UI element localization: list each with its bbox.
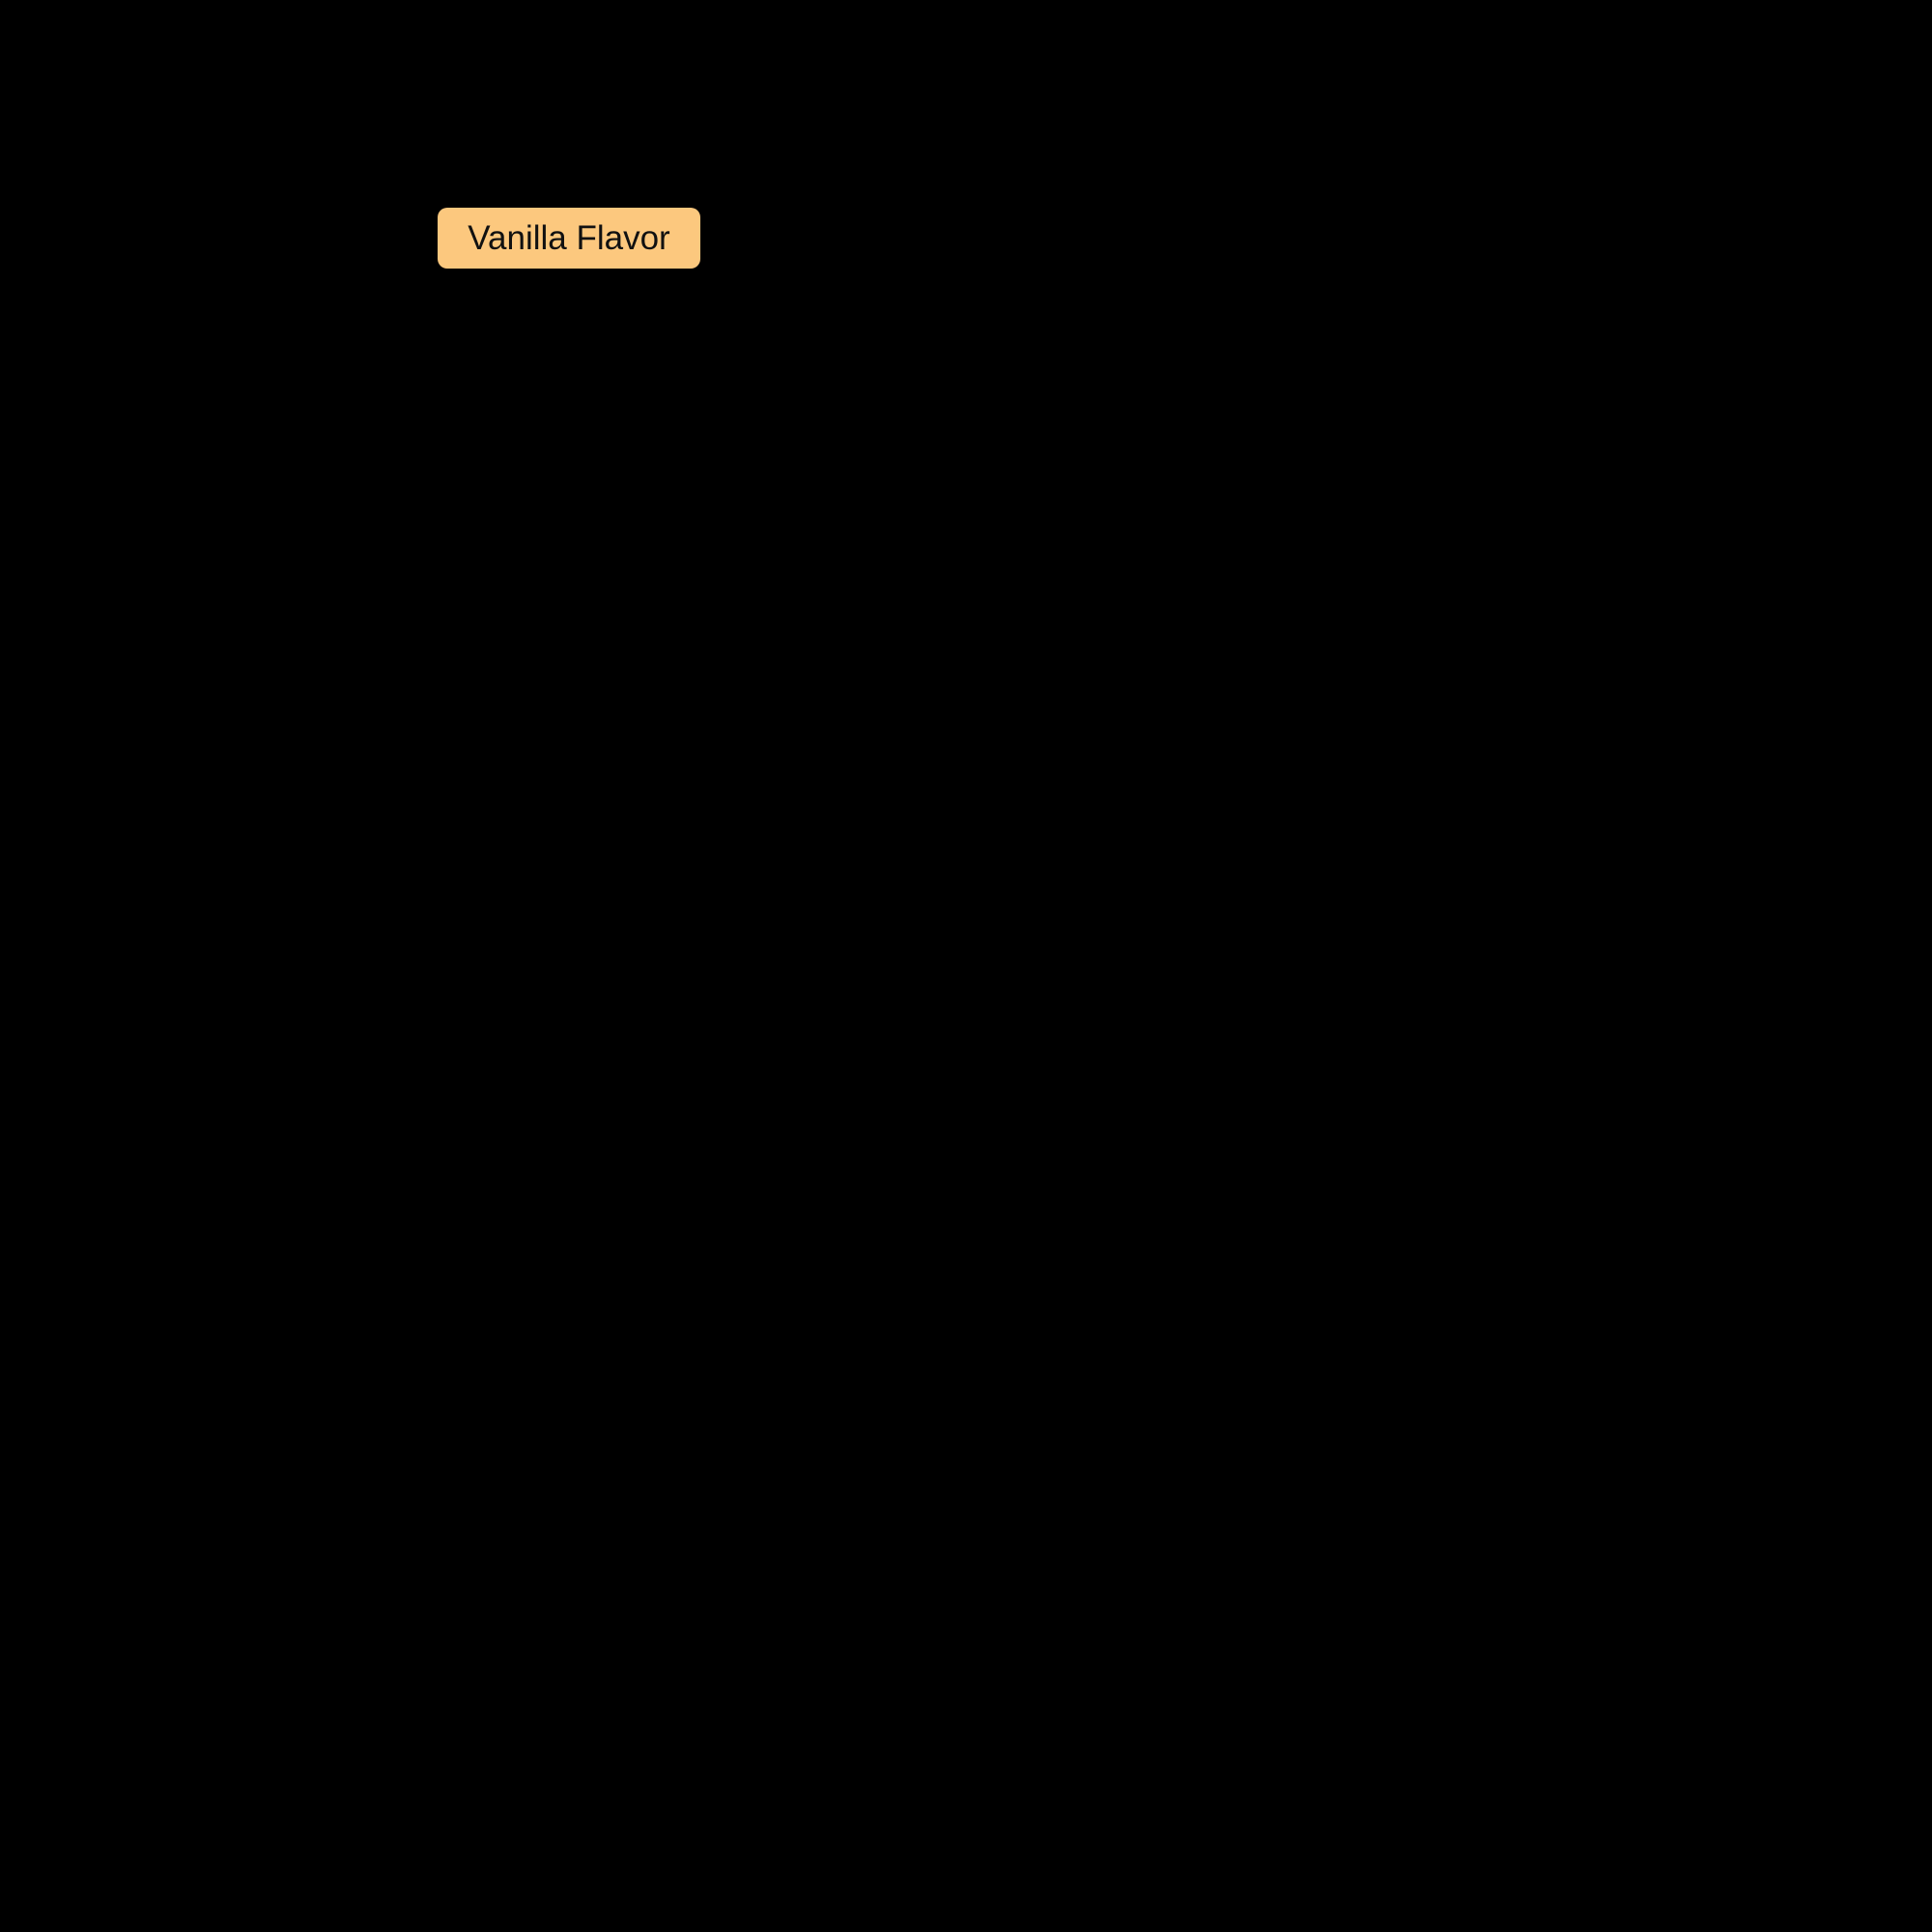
vanilla-flavor-button-label: Vanilla Flavor xyxy=(468,219,670,257)
vanilla-flavor-button[interactable] xyxy=(438,208,700,269)
